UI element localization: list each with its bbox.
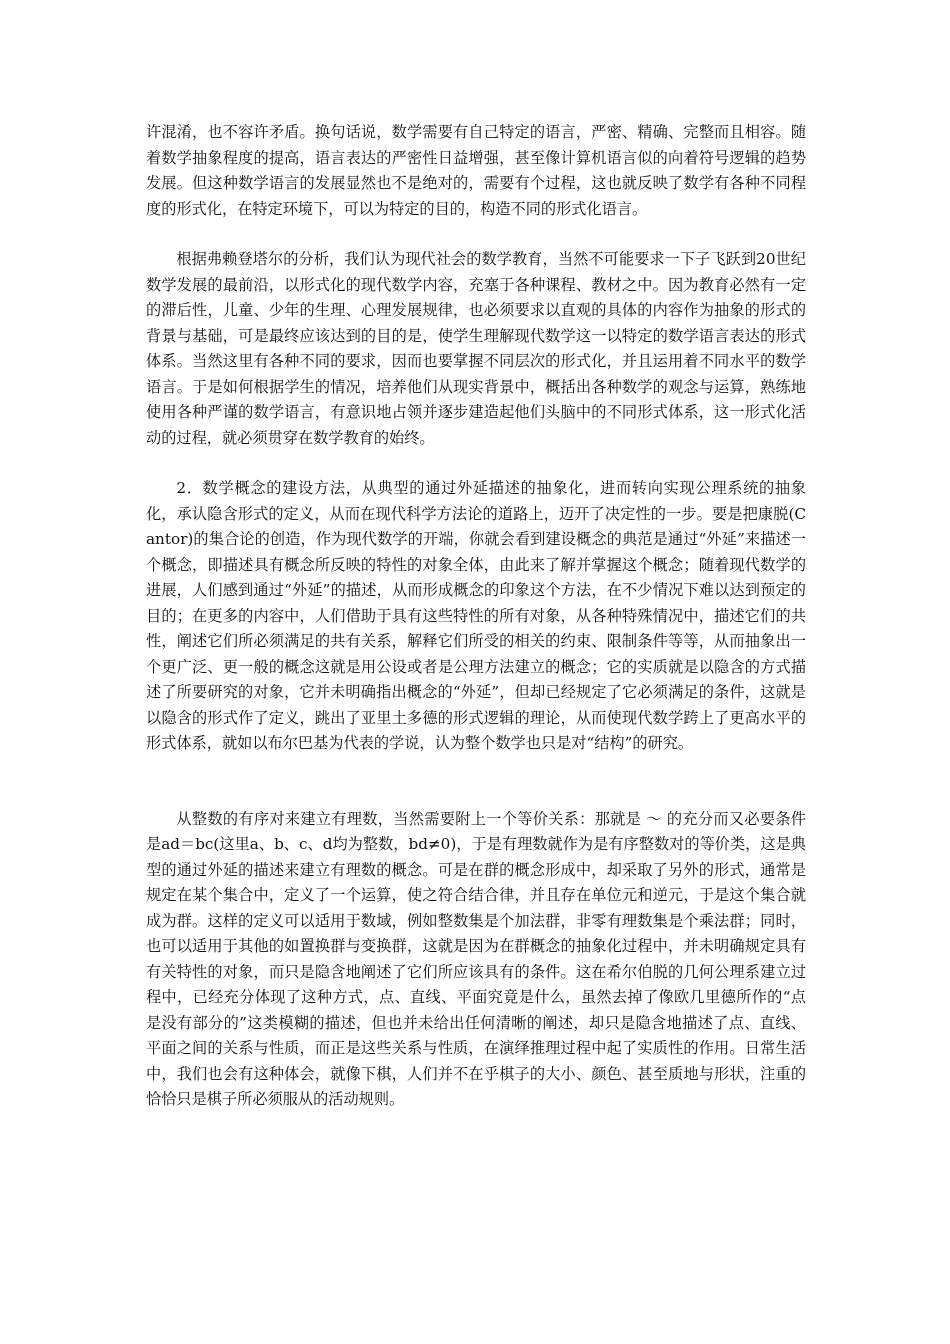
paragraph-1: 许混淆，也不容许矛盾。换句话说，数学需要有自己特定的语言，严密、精确、完整而且相容。随着数学抽象程度的提高，语言表达的严密性日益增强，甚至像计算机语言似的向着符号逻辑的趋势发展。但这种数学语言的发展显然也不是绝对的，需要有个过程，这也就反映了数学有各种不同程度的形式化，在特定环境下，可以为特定的目的，构造不同的形式化语言。 xyxy=(146,123,806,218)
paragraph-4: 从整数的有序对来建立有理数，当然需要附上一个等价关系：那就是 ～ 的充分而又必要条件是ad＝bc(这里a、b、c、d均为整数，bd≠0)，于是有理数就作为是有序整数对的等价类，这是典型的通过外延的描述来建立有理数的概念。可是在群的概念形成中，却采取了另外的形式，通常是规定在某个集合中，定义了一个运算，使之符合结合律，并且存在单位元和逆元，于是这个集合就成为群。这样的定义可以适用于数域，例如整数集是个加法群，非零有理数集是个乘法群；同时，也可以适用于其他的如置换群与变换群，这就是因为在群概念的抽象化过程中，并未明确规定具有有关特性的对象，而只是隐含地阐述了它们所应该具有的条件。这在希尔伯脱的几何公理系建立过程中，已经充分体现了这种方式，点、直线、平面究竟是什么，虽然去掉了像欧几里德所作的“点是没有部分的”这类模糊的描述，但也并未给出任何清晰的阐述，却只是隐含地描述了点、直线、平面之间的关系与性质，而正是这些关系与性质，在演绎推理过程中起了实质性的作用。日常生活中，我们也会有这种体会，就像下棋，人们并不在乎棋子的大小、颜色、甚至质地与形状，注重的恰恰只是棋子所必须服从的活动规则。 xyxy=(146,809,806,1108)
paragraph-spacer xyxy=(146,451,806,476)
document-page xyxy=(146,120,806,1113)
paragraph-3: 2．数学概念的建设方法，从典型的通过外延描述的抽象化，进而转向实现公理系统的抽象化，承认隐含形式的定义，从而在现代科学方法论的道路上，迈开了决定性的一步。要是把康脱(Cantor)的集合论的创造，作为现代数学的开端，你就会看到建设概念的典范是通过“外延”来描述一个概念，即描述具有概念所反映的特性的对象全体，由此来了解并掌握这个概念；随着现代数学的进展，人们感到通过“外延”的描述，从而形成概念的印象这个方法，在不少情况下难以达到预定的目的；在更多的内容中，人们借助于具有这些特性的所有对象，从各种特殊情况中，描述它们的共性，阐述它们所必须满足的共有关系，解释它们所受的相关的约束、限制条件等等，从而抽象出一个更广泛、更一般的概念这就是用公设或者是公理方法建立的概念；它的实质就是以隐含的方式描述了所要研究的对象，它并未明确指出概念的“外延”，但却已经规定了它必须满足的条件，这就是以隐含的形式作了定义，跳出了亚里土多德的形式逻辑的理论，从而使现代数学跨上了更高水平的形式体系，就如以布尔巴基为代表的学说，认为整个数学也只是对“结构”的研究。 xyxy=(146,479,806,752)
paragraph-spacer xyxy=(146,757,806,807)
paragraph-2: 根据弗赖登塔尔的分析，我们认为现代社会的数学教育，当然不可能要求一下子飞跃到20世纪数学发展的最前沿，以形式化的现代数学内容，充塞于各种课程、教材之中。因为教育必然有一定的滞后性，儿童、少年的生理、心理发展规律，也必须要求以直观的具体的内容作为抽象的形式的背景与基础，可是最终应该达到的目的是，使学生理解现代数学这一以特定的数学语言表达的形式体系。当然这里有各种不同的要求，因而也要掌握不同层次的形式化，并且运用着不同水平的数学语言。于是如何根据学生的情况，培养他们从现实背景中，概括出各种数学的观念与运算，熟练地使用各种严谨的数学语言，有意识地占领并逐步建造起他们头脑中的不同形式体系，这一形式化活动的过程，就必须贯穿在数学教育的始终。 xyxy=(146,250,806,447)
paragraph-spacer xyxy=(146,222,806,247)
